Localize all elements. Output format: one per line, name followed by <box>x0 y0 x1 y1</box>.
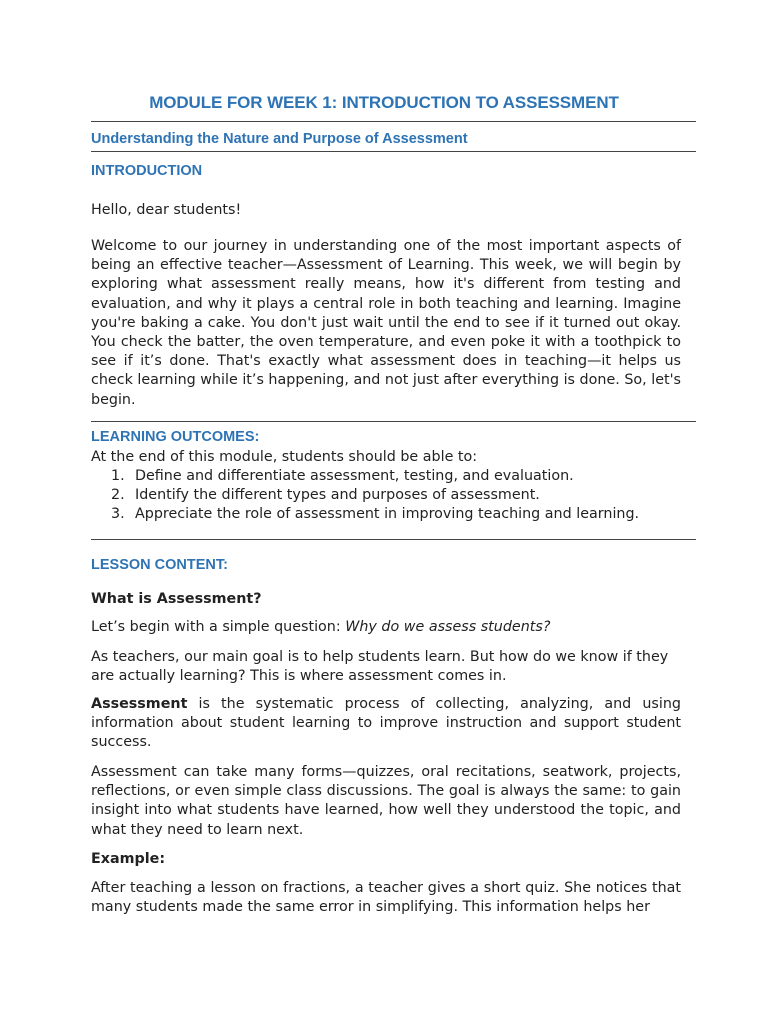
list-item-number: 3. <box>111 506 125 523</box>
list-item-text: Appreciate the role of assessment in improving teaching and learning. <box>135 506 640 523</box>
example-paragraph: After teaching a lesson on fractions, a teacher gives a short quiz. She notices that many students made the same error in simplifying. This information helps her <box>91 880 681 916</box>
definition-term: Assessment <box>91 696 188 712</box>
list-item <box>91 505 681 524</box>
definition-text: is the systematic process of collecting, analyzing, and using information about student learning to improve instruction and support student success. <box>91 696 681 751</box>
module-title: MODULE FOR WEEK 1: INTRODUCTION TO ASSESSMENT <box>149 93 619 112</box>
introduction-body: Welcome to our journey in understanding one of the most important aspects of being an effective teacher—Assessment of Learning. This week, we will begin by exploring what assessment really means, how it's different from testing and evaluation, and why it plays a central role in both teaching and learning. Imagine you're baking a cake. You don't just wait until the end to see if it turned out okay. You check the batter, the oven temperature, and even poke it with a toothpick to see if it’s done. That's exactly what assessment does in teaching—it helps us check learning while it’s happening, and not just after everything is done. So, let's begin. <box>91 238 681 408</box>
list-item <box>91 467 681 486</box>
list-item-number: 2. <box>111 487 125 504</box>
paragraph: As teachers, our main goal is to help students learn. But how do we know if they are actually learning? This is where assessment comes in. <box>91 649 669 685</box>
list-item-text: Identify the different types and purposes of assessment. <box>135 487 540 504</box>
lesson-content-heading: LESSON CONTENT: <box>91 557 228 573</box>
question-paragraph <box>91 618 681 637</box>
list-item-text: Define and differentiate assessment, testing, and evaluation. <box>135 468 574 484</box>
list-item <box>91 486 681 505</box>
divider <box>91 421 696 422</box>
learning-outcomes-lead: At the end of this module, students should be able to: <box>91 449 478 465</box>
divider <box>91 121 696 122</box>
definition-paragraph <box>91 695 681 753</box>
divider <box>91 151 696 152</box>
learning-outcomes-list <box>91 467 681 525</box>
example-heading: Example: <box>91 851 166 867</box>
question-lead: Let’s begin with a simple question: <box>91 619 346 635</box>
divider <box>91 539 696 540</box>
greeting-text: Hello, dear students! <box>91 202 242 218</box>
paragraph: Assessment can take many forms—quizzes, oral recitations, seatwork, projects, reflections, or even simple class discussions. The goal is always the same: to gain insight into what students have learned, how well they understood the topic, and what they need to learn next. <box>91 764 681 838</box>
introduction-heading: INTRODUCTION <box>91 163 203 179</box>
question-italic: Why do we assess students? <box>345 619 551 635</box>
section-heading: What is Assessment? <box>91 591 262 607</box>
module-subtitle: Understanding the Nature and Purpose of Assessment <box>91 131 468 147</box>
list-item-number: 1. <box>111 468 125 484</box>
learning-outcomes-heading: LEARNING OUTCOMES: <box>91 429 260 445</box>
